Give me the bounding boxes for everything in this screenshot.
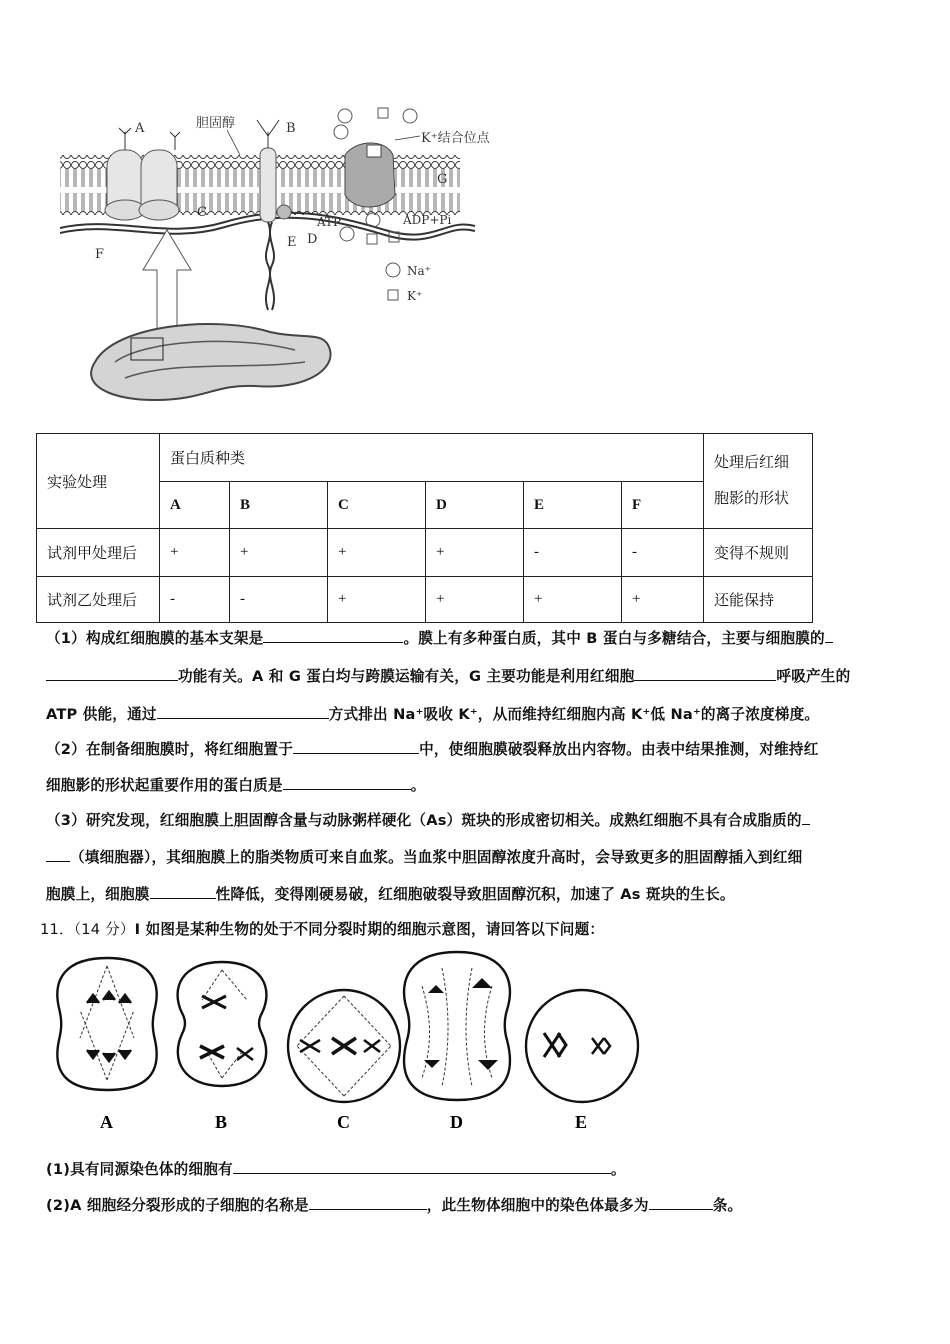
q10-line-7: （填细胞器），其细胞膜上的脂类物质可来自血浆。当血浆中胆固醇浓度升高时，会导致更多的胆固醇插入到红细 <box>46 846 802 867</box>
cell: + <box>426 577 524 623</box>
q10-line-4: （2）在制备细胞膜时，将红细胞置于 中，使细胞膜破裂释放出内容物。由表中结果推测，对维持红 <box>46 741 819 758</box>
label-b: B <box>286 121 296 136</box>
cell: - <box>160 577 230 623</box>
cell: + <box>524 577 622 623</box>
answer-blank[interactable] <box>802 810 810 825</box>
header-protein: 蛋白质种类 <box>160 434 704 482</box>
cell-label-d: D <box>450 1112 463 1132</box>
cell-label-a: A <box>100 1112 113 1132</box>
q11-intro: I 如图是某种生物的处于不同分裂时期的细胞示意图，请回答以下问题： <box>134 921 605 938</box>
q10-line-6: （3）研究发现，红细胞膜上胆固醇含量与动脉粥样硬化（As）斑块的形成密切相关。成熟红细胞不具有合成脂质的 <box>46 809 810 830</box>
label-c: C <box>197 205 207 220</box>
label-cholesterol: 胆固醇 <box>196 116 236 131</box>
q11-part-2: (2)A 细胞经分裂形成的子细胞的名称是 ，此生物体细胞中的染色体最多为 条。 <box>46 1197 743 1214</box>
row-shape: 还能保持 <box>704 577 813 623</box>
experiment-table <box>36 433 813 623</box>
col-a: A <box>160 482 230 529</box>
answer-blank[interactable] <box>634 666 776 681</box>
label-atp: ATP <box>317 215 342 229</box>
q11-part-1: (1)具有同源染色体的细胞有 。 <box>46 1161 626 1178</box>
legend-k-label: K⁺ <box>407 289 423 303</box>
table-row <box>37 577 813 623</box>
label-f: F <box>95 247 105 262</box>
answer-blank[interactable] <box>150 884 216 899</box>
cell: + <box>328 577 426 623</box>
cell: - <box>622 529 704 577</box>
cell: + <box>230 529 328 577</box>
cell: + <box>622 577 704 623</box>
q11-number: 11．（14 分） <box>40 921 135 938</box>
answer-blank[interactable] <box>283 775 411 790</box>
membrane-structure-figure <box>55 100 515 415</box>
col-d: D <box>426 482 524 529</box>
answer-blank[interactable] <box>233 1159 611 1174</box>
cell: + <box>160 529 230 577</box>
answer-blank[interactable] <box>46 666 178 681</box>
cell: - <box>524 529 622 577</box>
header-shape: 处理后红细胞影的形状 <box>704 434 813 529</box>
cell-label-c: C <box>337 1112 350 1132</box>
label-a: A <box>135 121 145 136</box>
row-label: 试剂甲处理后 <box>37 529 160 577</box>
cell-division-figure <box>52 948 652 1138</box>
col-f: F <box>622 482 704 529</box>
q11-heading <box>40 918 604 939</box>
table-row <box>37 529 813 577</box>
q10-line-1: （1）构成红细胞膜的基本支架是 。膜上有多种蛋白质，其中 B 蛋白与多糖结合，主要与细胞膜的 <box>46 627 833 648</box>
q10-line-8: 胞膜上，细胞膜 性降低，变得刚硬易破，红细胞破裂导致胆固醇沉积，加速了 As 斑块的生长。 <box>46 886 735 903</box>
q10-line-5: 细胞影的形状起重要作用的蛋白质是 。 <box>46 777 426 794</box>
col-b: B <box>230 482 328 529</box>
q10-line-2: 功能有关。A 和 G 蛋白均与跨膜运输有关，G 主要功能是利用红细胞 呼吸产生的 <box>46 665 850 686</box>
cell-label-e: E <box>575 1112 588 1132</box>
cell: + <box>328 529 426 577</box>
answer-blank[interactable] <box>46 847 70 862</box>
q10-line-3: ATP 供能，通过 方式排出 Na⁺吸收 K⁺，从而维持红细胞内高 K⁺低 Na⁺的离子浓度梯度。 <box>46 706 820 723</box>
legend-na-label: Na⁺ <box>407 264 431 278</box>
answer-blank[interactable] <box>825 628 833 643</box>
label-g: G <box>437 172 448 187</box>
answer-blank[interactable] <box>157 704 329 719</box>
label-k-site: K⁺结合位点 <box>421 131 490 146</box>
answer-blank[interactable] <box>263 628 403 643</box>
col-e: E <box>524 482 622 529</box>
cell-label-b: B <box>215 1112 228 1132</box>
answer-blank[interactable] <box>309 1195 427 1210</box>
answer-blank[interactable] <box>293 739 419 754</box>
label-adp: ADP+Pi <box>403 213 452 227</box>
row-shape: 变得不规则 <box>704 529 813 577</box>
answer-blank[interactable] <box>649 1195 713 1210</box>
col-c: C <box>328 482 426 529</box>
cell: - <box>230 577 328 623</box>
label-d: D <box>307 232 318 247</box>
label-e: E <box>287 235 297 250</box>
header-treatment: 实验处理 <box>37 434 160 529</box>
cell: + <box>426 529 524 577</box>
row-label: 试剂乙处理后 <box>37 577 160 623</box>
